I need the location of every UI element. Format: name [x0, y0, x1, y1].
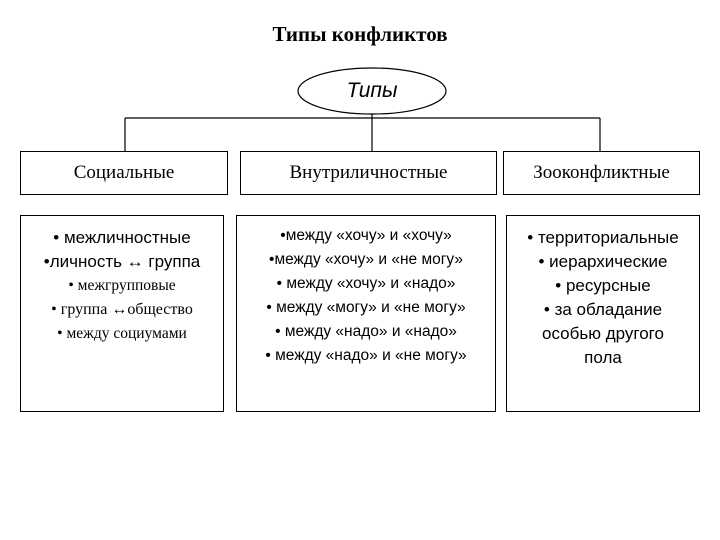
- list-item: • между социумами: [57, 325, 187, 342]
- category-list-intrapersonal: [236, 215, 496, 412]
- category-list-social: [20, 215, 224, 412]
- list-item: • группа ↔общество: [51, 301, 193, 318]
- category-header-social: Социальные: [20, 151, 228, 195]
- list-item: • территориальные: [527, 228, 679, 247]
- list-item: • за обладание: [543, 300, 663, 319]
- list-item: особью другого: [542, 324, 664, 343]
- list-item: •личность ↔ группа: [43, 252, 201, 271]
- list-item: пола: [584, 348, 622, 367]
- category-list-zoo: [506, 215, 700, 412]
- list-item: • между «могу» и «не могу»: [266, 299, 466, 316]
- list-item: • между «хочу» и «надо»: [276, 275, 456, 292]
- root-label: Типы: [346, 79, 398, 102]
- list-item: •между «хочу» и «не могу»: [269, 251, 463, 268]
- category-header-intrapersonal: Внутриличностные: [240, 151, 497, 195]
- list-item: • межгрупповые: [68, 277, 176, 294]
- diagram-title: Типы конфликтов: [272, 22, 448, 46]
- list-item: • межличностные: [53, 228, 191, 247]
- list-item: •между «хочу» и «хочу»: [280, 227, 452, 244]
- list-item: • иерархические: [538, 252, 668, 271]
- list-item: • между «надо» и «не могу»: [265, 347, 467, 364]
- category-header-zoo: Зооконфликтные: [503, 151, 700, 195]
- list-item: • между «надо» и «надо»: [275, 323, 457, 340]
- list-item: • ресурсные: [555, 276, 651, 295]
